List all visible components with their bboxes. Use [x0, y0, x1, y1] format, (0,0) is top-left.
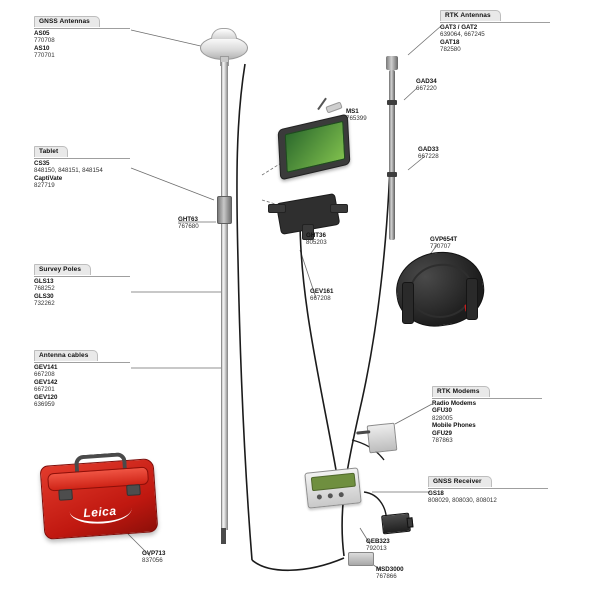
- caption-number: 767680: [178, 223, 199, 231]
- caption-number: 770707: [430, 243, 451, 251]
- holder-arm-right: [330, 204, 348, 213]
- caption-gev161: [310, 288, 333, 303]
- callout-line: GFU29: [432, 429, 452, 437]
- bag-strap-left: [402, 282, 414, 324]
- caption-geb323: [366, 538, 390, 553]
- caption-name: MSD3000: [376, 566, 404, 573]
- callout-line: GS18: [428, 490, 444, 497]
- callout-rtk-antennas: [440, 4, 550, 54]
- ms1-whip-icon: [317, 98, 327, 111]
- callout-line: 667201: [34, 386, 55, 394]
- receiver-button-2: [328, 493, 333, 498]
- caption-name: GAD33: [418, 146, 439, 153]
- caption-gad34: [416, 78, 437, 93]
- rtk-antenna-adapter-gad33: [387, 172, 397, 177]
- gnss-antenna-art: [200, 36, 248, 60]
- case-body-icon: [40, 458, 159, 540]
- caption-name: GAD34: [416, 78, 437, 85]
- callout-line: 768252: [34, 285, 55, 293]
- callout-line: GEV120: [34, 393, 58, 401]
- caption-gvp654t: [430, 236, 457, 251]
- tablet-body-icon: [278, 114, 351, 181]
- case-clip-right: [126, 484, 141, 496]
- callout-line: 848150, 848151, 848154: [34, 167, 103, 175]
- callout-body: [34, 362, 130, 408]
- receiver-top-panel: [311, 473, 356, 492]
- callout-antenna-cables: [34, 344, 130, 408]
- callout-line: 639064, 667245: [440, 31, 485, 39]
- callout-line: GLS30: [34, 292, 54, 300]
- callout-line: 808029, 808030, 808012: [428, 497, 497, 505]
- callout-line: CS35: [34, 160, 50, 167]
- battery-terminal-icon: [406, 517, 413, 528]
- bag-strap-right: [466, 278, 478, 320]
- battery-body-icon: [381, 513, 411, 535]
- callout-line: 828005: [432, 414, 453, 422]
- callout-line: GEV142: [34, 378, 58, 386]
- callout-survey-poles: [34, 258, 130, 308]
- pole-clamp-ght63: [217, 196, 232, 224]
- receiver-button-1: [317, 494, 322, 499]
- callout-title: GNSS Antennas: [34, 16, 100, 27]
- callout-line: 782580: [440, 46, 461, 54]
- callout-line: Radio Modems: [432, 400, 477, 407]
- callout-title: RTK Antennas: [440, 10, 501, 21]
- radio-modem-art: [368, 424, 396, 452]
- callout-line: 667208: [34, 371, 55, 379]
- callout-title: GNSS Receiver: [428, 476, 492, 487]
- callout-line: GEV141: [34, 364, 58, 371]
- tablet-holder-art: [278, 198, 338, 230]
- callout-line: GAT3 / GAT2: [440, 24, 478, 31]
- callout-line: 787863: [432, 437, 453, 445]
- caption-name: GHT63: [178, 216, 198, 223]
- modem-antenna-icon: [356, 430, 370, 434]
- caption-number: 765399: [346, 115, 367, 123]
- caption-number: 667208: [310, 295, 331, 303]
- caption-ms1: [346, 108, 367, 123]
- antenna-disc-icon: [200, 36, 248, 60]
- ms1-antenna-art: [326, 104, 342, 111]
- caption-name: GEB323: [366, 538, 390, 545]
- gnss-receiver-art: [306, 470, 360, 506]
- callout-title: Survey Poles: [34, 264, 91, 275]
- ms1-body-icon: [325, 101, 342, 113]
- caption-ght63: [178, 216, 199, 231]
- receiver-body-icon: [304, 467, 361, 508]
- tablet-art: [278, 122, 350, 172]
- modem-body-icon: [367, 423, 398, 454]
- callout-line: 827719: [34, 182, 55, 190]
- rtk-antenna-head: [386, 56, 398, 70]
- callout-line: 770708: [34, 37, 55, 45]
- caption-name: GHT36: [306, 232, 326, 239]
- pole-tip: [221, 528, 226, 544]
- msd3000-art: [348, 552, 374, 566]
- caption-ght36: [306, 232, 327, 247]
- callout-rtk-modems: [432, 380, 542, 444]
- holder-arm-left: [268, 204, 286, 213]
- carry-bag-art: [396, 252, 484, 326]
- callout-line: AS10: [34, 44, 50, 52]
- callout-line: AS05: [34, 30, 50, 37]
- callout-gnss-antennas: [34, 10, 130, 60]
- caption-gad33: [418, 146, 439, 161]
- callout-line: 636959: [34, 401, 55, 409]
- caption-number: 805203: [306, 239, 327, 247]
- callout-gnss-receiver: [428, 470, 548, 505]
- caption-number: 792013: [366, 545, 387, 553]
- callout-line: 732262: [34, 300, 55, 308]
- callout-body: [34, 276, 130, 308]
- callout-tablet: [34, 140, 130, 190]
- callout-body: [440, 22, 550, 54]
- caption-name: GVP713: [142, 550, 166, 557]
- callout-title: Tablet: [34, 146, 68, 157]
- callout-line: CaptiVate: [34, 174, 63, 182]
- callout-body: [34, 28, 130, 60]
- case-logo: Leica: [82, 503, 117, 521]
- callout-line: Mobile Phones: [432, 422, 476, 430]
- transport-case-art: [42, 462, 156, 536]
- rtk-antenna-adapter-gad34: [387, 100, 397, 105]
- caption-name: MS1: [346, 108, 359, 115]
- callout-line: GFU30: [432, 407, 452, 415]
- survey-pole-art: [221, 62, 228, 530]
- callout-body: [34, 158, 130, 190]
- caption-name: GEV161: [310, 288, 334, 295]
- caption-number: 667220: [416, 85, 437, 93]
- rtk-antenna-rod: [389, 70, 395, 240]
- battery-art: [382, 514, 410, 533]
- callout-title: RTK Modems: [432, 386, 490, 397]
- caption-gvp713: [142, 550, 165, 565]
- callout-line: GLS13: [34, 278, 54, 285]
- callout-line: GAT18: [440, 38, 460, 46]
- caption-number: 767866: [376, 573, 397, 581]
- caption-number: 667228: [418, 153, 439, 161]
- callout-body: [428, 488, 548, 505]
- caption-name: GVP654T: [430, 236, 458, 243]
- caption-number: 837056: [142, 557, 163, 565]
- receiver-button-3: [338, 492, 343, 497]
- antenna-dome-icon: [211, 28, 237, 39]
- callout-body: [432, 398, 542, 444]
- tablet-screen-icon: [285, 121, 345, 173]
- msd-body-icon: [348, 552, 374, 566]
- caption-msd3000: [376, 566, 404, 581]
- callout-title: Antenna cables: [34, 350, 98, 361]
- callout-line: 770701: [34, 52, 55, 60]
